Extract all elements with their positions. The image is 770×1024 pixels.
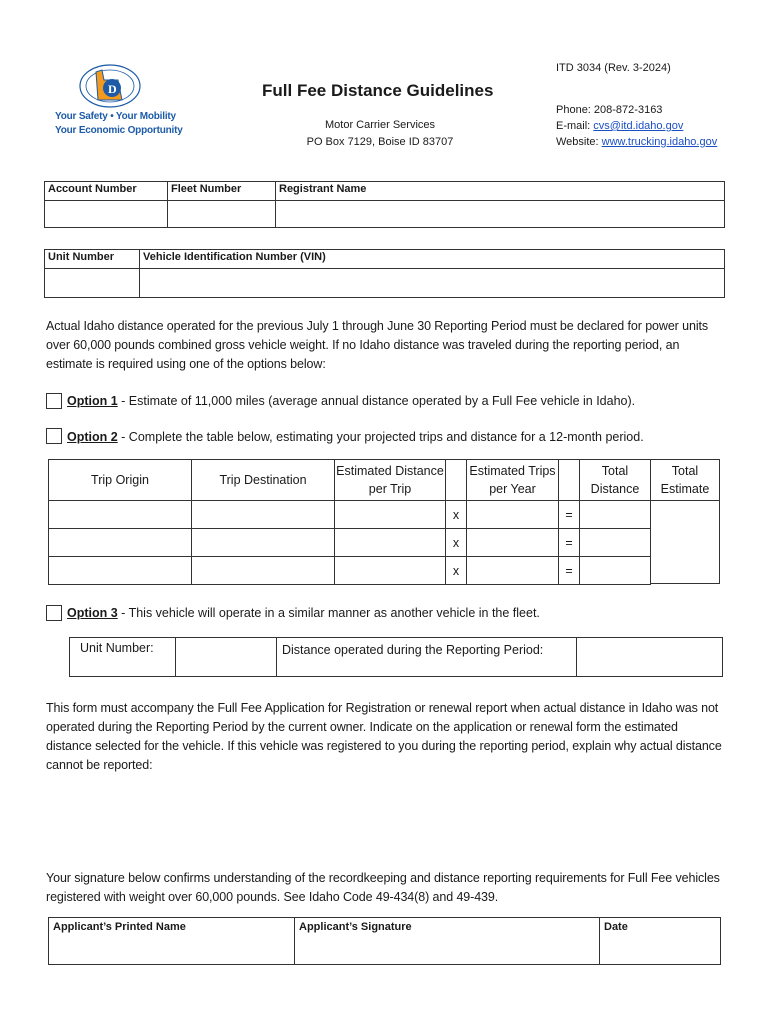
trip-destination-header: Trip Destination xyxy=(191,459,335,501)
trip-destination-field[interactable] xyxy=(191,528,335,557)
est-trips-field[interactable] xyxy=(466,500,559,529)
fleet-number-field[interactable] xyxy=(167,200,276,228)
vin-header: Vehicle Identification Number (VIN) xyxy=(139,249,725,269)
option3-checkbox[interactable] xyxy=(46,605,62,621)
trip-origin-field[interactable] xyxy=(48,500,192,529)
times-spacer xyxy=(445,459,467,501)
form-id: ITD 3034 (Rev. 3-2024) xyxy=(556,62,671,74)
est-trips-field[interactable] xyxy=(466,556,559,585)
est-trips-header: Estimated Trips per Year xyxy=(466,459,559,501)
fleet-number-header: Fleet Number xyxy=(167,181,276,201)
explanation-area[interactable] xyxy=(46,780,726,860)
logo-tagline-line2: Your Economic Opportunity xyxy=(55,125,183,136)
signature-label: Applicant’s Signature xyxy=(299,921,412,933)
trip-destination-field[interactable] xyxy=(191,556,335,585)
est-trips-field[interactable] xyxy=(466,528,559,557)
est-distance-field[interactable] xyxy=(334,500,446,529)
equals-cell: = xyxy=(558,556,580,585)
option1-label: Option 1 xyxy=(67,394,118,408)
total-distance-field[interactable] xyxy=(579,500,651,529)
option3-unit-number-field[interactable] xyxy=(175,637,277,677)
option3-unit-number-label: Unit Number: xyxy=(69,637,176,677)
registrant-name-field[interactable] xyxy=(275,200,725,228)
department-name: Motor Carrier Services xyxy=(324,119,436,131)
contact-info xyxy=(556,102,717,150)
account-number-field[interactable] xyxy=(44,200,168,228)
registrant-name-header: Registrant Name xyxy=(275,181,725,201)
equals-cell: = xyxy=(558,500,580,529)
printed-name-field[interactable] xyxy=(48,917,295,965)
times-cell: x xyxy=(445,528,467,557)
email-label: E-mail: xyxy=(556,120,594,132)
option1-checkbox[interactable] xyxy=(46,393,62,409)
logo-tagline xyxy=(55,110,183,138)
total-distance-field[interactable] xyxy=(579,528,651,557)
account-number-header: Account Number xyxy=(44,181,168,201)
logo-tagline-line1: Your Safety • Your Mobility xyxy=(55,111,176,122)
trip-origin-header: Trip Origin xyxy=(48,459,192,501)
option3-text xyxy=(67,606,540,620)
option2-label: Option 2 xyxy=(67,430,118,444)
page-title: Full Fee Distance Guidelines xyxy=(262,81,494,100)
times-cell: x xyxy=(445,556,467,585)
signature-field[interactable] xyxy=(294,917,600,965)
website-link[interactable]: www.trucking.idaho.gov xyxy=(601,136,718,148)
department-address xyxy=(300,117,460,151)
option2-checkbox[interactable] xyxy=(46,428,62,444)
printed-name-label: Applicant’s Printed Name xyxy=(53,921,186,933)
unit-number-header: Unit Number xyxy=(44,249,140,269)
unit-number-field[interactable] xyxy=(44,268,140,298)
total-distance-header: Total Distance xyxy=(579,459,651,501)
accompany-paragraph: This form must accompany the Full Fee Application for Registration or renewal report when actual distance in Idaho was not operated during the Reporting Period by the current owner. Indicate on the application or renewal form the estimated distance selected for the vehicle. If this vehicle was registered to you during the reporting period, explain why actual distance cannot be reported: xyxy=(46,701,722,772)
intro-paragraph: Actual Idaho distance operated for the previous July 1 through June 30 Reporting Period must be declared for power units over 60,000 pounds combined gross vehicle weight. If no Idaho distance was traveled during the reporting period, an estimate is required using one of the options below: xyxy=(46,319,709,371)
total-estimate-header: Total Estimate xyxy=(650,459,720,501)
option3-label: Option 3 xyxy=(67,606,118,620)
option2-text xyxy=(67,430,644,444)
equals-cell: = xyxy=(558,528,580,557)
trip-origin-field[interactable] xyxy=(48,556,192,585)
times-cell: x xyxy=(445,500,467,529)
option2-description: - Complete the table below, estimating your projected trips and distance for a 12-month period. xyxy=(117,430,644,444)
est-distance-field[interactable] xyxy=(334,528,446,557)
trip-destination-field[interactable] xyxy=(191,500,335,529)
option3-distance-field[interactable] xyxy=(576,637,723,677)
phone: Phone: 208-872-3163 xyxy=(556,104,663,116)
email-link[interactable]: cvs@itd.idaho.gov xyxy=(593,120,684,132)
signature-paragraph: Your signature below confirms understanding of the recordkeeping and distance reporting requirements for Full Fee vehicles registered with weight over 60,000 pounds. See Idaho Code 49-434(8) and 49-439. xyxy=(46,871,720,904)
trip-origin-field[interactable] xyxy=(48,528,192,557)
date-field[interactable] xyxy=(599,917,721,965)
vin-field[interactable] xyxy=(139,268,725,298)
option3-distance-label: Distance operated during the Reporting Period: xyxy=(276,637,577,677)
svg-text:D: D xyxy=(108,82,117,96)
option1-text xyxy=(67,394,635,408)
website-label: Website: xyxy=(556,136,602,148)
est-distance-field[interactable] xyxy=(334,556,446,585)
total-distance-field[interactable] xyxy=(579,556,651,585)
mailing-address: PO Box 7129, Boise ID 83707 xyxy=(306,136,454,148)
est-distance-header: Estimated Distance per Trip xyxy=(334,459,446,501)
option1-description: - Estimate of 11,000 miles (average annual distance operated by a Full Fee vehicle in Idaho). xyxy=(117,394,636,408)
equals-spacer xyxy=(558,459,580,501)
itd-seal-icon xyxy=(52,62,172,112)
total-estimate-field[interactable] xyxy=(650,500,720,584)
option3-description: - This vehicle will operate in a similar manner as another vehicle in the fleet. xyxy=(117,606,540,620)
date-label: Date xyxy=(604,921,628,933)
